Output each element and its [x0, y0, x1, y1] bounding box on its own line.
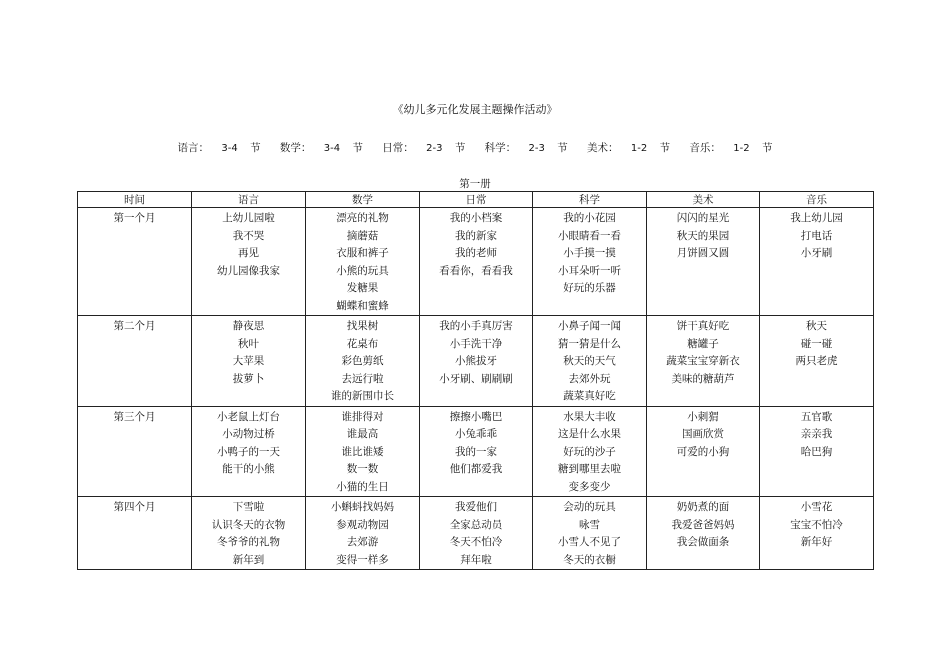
activity-item: 摘蘑菇: [346, 229, 379, 242]
activity-item: 宝宝不怕冷: [790, 518, 843, 531]
activity-item: 他们都爱我: [449, 463, 503, 475]
activity-item: 小鼻子闻一闻: [558, 320, 621, 332]
month-label: 第三个月: [113, 410, 156, 423]
activity-item: 秋天: [806, 320, 827, 332]
header-time: 时间: [78, 192, 192, 208]
activity-item: 下雪啦: [232, 501, 265, 513]
activity-item: 小眼睛看一看: [558, 229, 621, 242]
activity-item: 我的新家: [455, 229, 497, 242]
language-activities-cell: [192, 316, 306, 407]
activity-item: 花桌布: [346, 337, 379, 350]
activity-item: 漂亮的礼物: [336, 212, 389, 224]
activity-item: 奶奶煮的面: [676, 501, 730, 513]
month-cell: [78, 406, 192, 497]
activity-item: 冬爷爷的礼物: [217, 536, 280, 548]
activity-item: 小手洗干净: [449, 337, 503, 350]
month-label: 第二个月: [113, 320, 156, 332]
daily-activities-cell: [420, 497, 533, 570]
music-activities-cell: [760, 316, 874, 407]
activity-item: 饼干真好吃: [676, 320, 730, 332]
activity-item: 我上幼儿园: [790, 212, 843, 224]
daily-activities-cell: [420, 406, 533, 497]
activity-item: 拜年啦: [460, 553, 492, 566]
activity-item: 亲亲我: [800, 428, 833, 440]
volume-label: 第一册: [459, 178, 491, 190]
activity-item: 去远行啦: [341, 372, 384, 385]
month-label: 第四个月: [113, 501, 156, 513]
document-title: 《幼儿多元化发展主题操作活动》: [392, 103, 558, 116]
header-science: 科学: [533, 192, 647, 208]
activity-item: 我会做面条: [676, 536, 730, 548]
activity-item: 小猫的生日: [336, 480, 389, 493]
activity-item: 小手摸一摸: [563, 247, 616, 259]
table-header-row: [78, 192, 874, 208]
activity-item: 两只老虎: [795, 355, 838, 367]
activity-item: 我爱爸爸妈妈: [671, 518, 735, 531]
lesson-summary: [0, 140, 950, 155]
science-activities-cell: [533, 406, 647, 497]
science-activities-cell: [533, 208, 647, 316]
activity-item: 我的一家: [455, 445, 497, 458]
language-activities-cell: [192, 497, 306, 570]
activity-item: 数一数: [346, 463, 379, 475]
activity-item: 新年好: [800, 536, 833, 548]
activity-item: 我不哭: [232, 229, 265, 242]
summary-item: 数学： 3-4 节: [279, 142, 363, 154]
math-activities-cell: [306, 316, 420, 407]
summary-item: 科学： 2-3 节: [484, 142, 568, 154]
activity-item: 参观动物园: [336, 518, 389, 531]
math-activities-cell: [306, 208, 420, 316]
activity-item: 五官歌: [800, 410, 833, 423]
activity-item: 谁最高: [346, 428, 379, 440]
activity-item: 小动物过桥: [222, 428, 275, 440]
music-activities-cell: [760, 208, 874, 316]
art-activities-cell: [647, 497, 760, 570]
activity-item: 咏雪: [579, 518, 600, 531]
summary-item: 美术： 1-2 节: [587, 142, 671, 154]
math-activities-cell: [306, 497, 420, 570]
table-row: [78, 406, 874, 497]
music-activities-cell: [760, 406, 874, 497]
month-cell: [78, 208, 192, 316]
activity-item: 小牙刷: [800, 247, 833, 259]
activity-item: 冬天不怕冷: [449, 536, 503, 548]
header-daily: 日常: [420, 192, 533, 208]
table-row: [78, 316, 874, 407]
activity-item: 小牙刷、刷刷刷: [439, 372, 513, 385]
activity-item: 我的老师: [455, 247, 497, 259]
activity-item: 我爱他们: [455, 501, 497, 513]
activity-item: 糖罐子: [687, 337, 719, 350]
activity-item: 小兔乖乖: [455, 428, 497, 440]
activity-item: 小鸭子的一天: [217, 445, 280, 458]
activity-item: 碰一碰: [800, 337, 833, 350]
activity-item: 变得一样多: [336, 553, 389, 566]
curriculum-table: [77, 191, 874, 570]
activity-item: 上幼儿园啦: [222, 212, 275, 224]
science-activities-cell: [533, 497, 647, 570]
math-activities-cell: [306, 406, 420, 497]
activity-item: 谁比谁矮: [341, 445, 384, 458]
activity-item: 猜一猜是什么: [558, 337, 621, 350]
activity-item: 秋叶: [238, 337, 259, 350]
activity-item: 我的小手真厉害: [439, 320, 513, 332]
activity-item: 擦擦小嘴巴: [449, 410, 503, 423]
activity-item: 小雪人不见了: [558, 536, 621, 548]
activity-item: 再见: [238, 247, 259, 259]
activity-item: 变多变少: [568, 480, 611, 493]
activity-item: 我的小花园: [563, 212, 616, 224]
activity-item: 静夜思: [232, 320, 265, 332]
activity-item: 谁排得对: [341, 410, 384, 423]
activity-item: 彩色剪纸: [341, 355, 384, 367]
daily-activities-cell: [420, 316, 533, 407]
activity-item: 蔬菜真好吃: [563, 390, 616, 402]
header-language: 语言: [192, 192, 306, 208]
activity-item: 认识冬天的衣物: [211, 518, 286, 531]
activity-item: 国画欣赏: [682, 428, 724, 440]
activity-item: 全家总动员: [449, 518, 503, 531]
activity-item: 小刺猬: [687, 410, 719, 423]
activity-item: 拔萝卜: [232, 372, 265, 385]
activity-item: 我的小档案: [449, 212, 503, 224]
science-activities-cell: [533, 316, 647, 407]
month-cell: [78, 497, 192, 570]
activity-item: 闪闪的星光: [676, 212, 730, 224]
activity-item: 秋天的天气: [563, 355, 616, 367]
activity-item: 小蝌蚪找妈妈: [331, 501, 394, 513]
activity-item: 去郊外玩: [568, 372, 611, 385]
language-activities-cell: [192, 208, 306, 316]
header-art: 美术: [647, 192, 760, 208]
activity-item: 水果大丰收: [563, 410, 616, 423]
activity-item: 打电话: [800, 229, 833, 242]
header-music: 音乐: [760, 192, 874, 208]
header-math: 数学: [306, 192, 420, 208]
activity-item: 这是什么水果: [558, 428, 621, 440]
activity-item: 蝴蝶和蜜蜂: [336, 299, 389, 312]
summary-item: 日常： 2-3 节: [382, 142, 466, 154]
activity-item: 发糖果: [346, 282, 379, 294]
activity-item: 可爱的小狗: [676, 445, 730, 458]
language-activities-cell: [192, 406, 306, 497]
activity-item: 糖到哪里去啦: [558, 463, 621, 475]
activity-item: 会动的玩具: [563, 501, 616, 513]
activity-item: 好玩的沙子: [563, 445, 616, 458]
activity-item: 衣服和裤子: [336, 247, 389, 259]
activity-item: 谁的新围巾长: [331, 390, 394, 402]
art-activities-cell: [647, 406, 760, 497]
activity-item: 小熊的玩具: [336, 264, 389, 277]
activity-item: 好玩的乐器: [563, 282, 616, 294]
music-activities-cell: [760, 497, 874, 570]
activity-item: 美味的糖葫芦: [671, 372, 735, 385]
activity-item: 找果树: [346, 320, 379, 332]
summary-item: 语言： 3-4 节: [177, 142, 261, 154]
activity-item: 小老鼠上灯台: [217, 410, 280, 423]
daily-activities-cell: [420, 208, 533, 316]
activity-item: 幼儿园像我家: [217, 264, 280, 277]
activity-item: 秋天的果园: [676, 229, 730, 242]
table-row: [78, 497, 874, 570]
activity-item: 能干的小熊: [222, 463, 275, 475]
activity-item: 去郊游: [346, 536, 379, 548]
month-cell: [78, 316, 192, 407]
activity-item: 新年到: [232, 553, 265, 566]
month-label: 第一个月: [113, 212, 156, 224]
art-activities-cell: [647, 208, 760, 316]
activity-item: 小雪花: [800, 501, 833, 513]
activity-item: 看看你，看看我: [439, 264, 513, 277]
art-activities-cell: [647, 316, 760, 407]
activity-item: 小耳朵听一听: [558, 264, 621, 277]
activity-item: 月饼圆又圆: [676, 247, 730, 259]
activity-item: 蔬菜宝宝穿新衣: [666, 355, 740, 367]
activity-item: 冬天的衣橱: [563, 553, 616, 566]
activity-item: 小熊拔牙: [455, 355, 497, 367]
summary-item: 音乐： 1-2 节: [689, 142, 773, 154]
activity-item: 哈巴狗: [800, 445, 833, 458]
table-row: [78, 208, 874, 316]
activity-item: 大苹果: [232, 355, 265, 367]
